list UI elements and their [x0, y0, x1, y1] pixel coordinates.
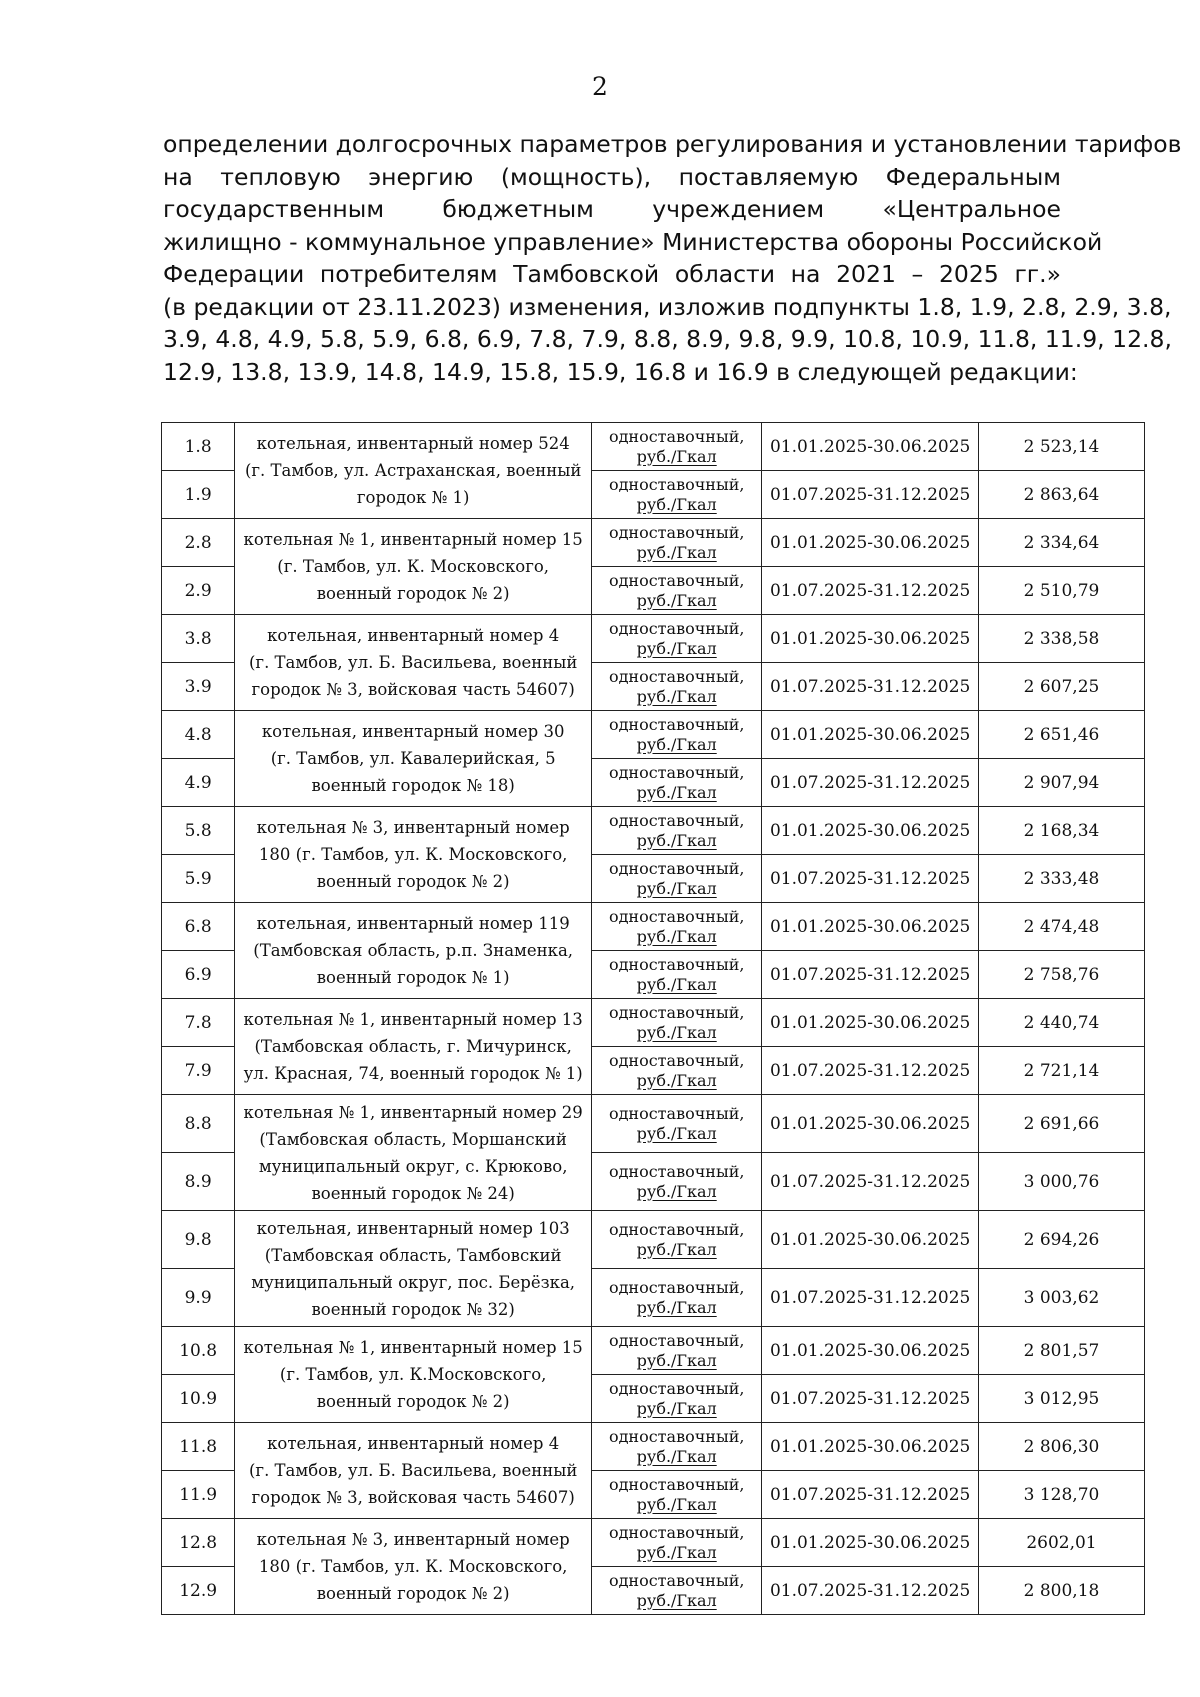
item-number: 6.8 [162, 903, 235, 951]
tariff-type: одноставочный, [608, 810, 745, 830]
tariff-value: 2 474,48 [978, 903, 1144, 951]
boiler-description-line: военный городок № 18) [311, 776, 515, 795]
tariff-unit-label: руб./Гкал [636, 1022, 717, 1042]
tariff-type: одноставочный, [608, 714, 745, 734]
tariff-period: 01.01.2025-30.06.2025 [762, 1519, 979, 1567]
tariff-unit [592, 1047, 762, 1095]
tariff-unit [592, 903, 762, 951]
tariff-unit [592, 567, 762, 615]
tariff-value: 2 333,48 [978, 855, 1144, 903]
boiler-description-line: (г. Тамбов, ул. Кавалерийская, 5 [270, 749, 556, 768]
item-number: 11.8 [162, 1423, 235, 1471]
boiler-description [235, 1095, 592, 1211]
tariff-table [161, 422, 1145, 1615]
intro-line: определении долгосрочных параметров регулирования и установлении тарифов [163, 130, 1182, 158]
boiler-description-line: (г. Тамбов, ул. Б. Васильева, военный [248, 1461, 578, 1480]
boiler-description-line: (г. Тамбов, ул. Б. Васильева, военный [248, 653, 578, 672]
tariff-unit-label: руб./Гкал [636, 1542, 717, 1562]
tariff-type: одноставочный, [608, 570, 745, 590]
boiler-description-line: (Тамбовская область, г. Мичуринск, [254, 1037, 572, 1056]
tariff-unit-label: руб./Гкал [636, 1297, 717, 1317]
boiler-description [235, 999, 592, 1095]
tariff-type: одноставочный, [608, 1522, 745, 1542]
boiler-description-line: ул. Красная, 74, военный городок № 1) [243, 1064, 583, 1083]
tariff-period: 01.07.2025-31.12.2025 [762, 1047, 979, 1095]
intro-paragraph [163, 128, 1182, 388]
boiler-description-line: военный городок № 2) [316, 1584, 510, 1603]
boiler-description-line: котельная, инвентарный номер 119 [256, 914, 570, 933]
tariff-period: 01.01.2025-30.06.2025 [762, 999, 979, 1047]
tariff-type: одноставочный, [608, 474, 745, 494]
table-row [162, 1519, 1145, 1567]
table-row [162, 423, 1145, 471]
tariff-unit-label: руб./Гкал [636, 782, 717, 802]
boiler-description-line: военный городок № 24) [311, 1183, 515, 1203]
tariff-unit [592, 759, 762, 807]
tariff-period: 01.01.2025-30.06.2025 [762, 903, 979, 951]
tariff-unit [592, 1375, 762, 1423]
boiler-description-line: (Тамбовская область, р.п. Знаменка, [253, 941, 574, 960]
tariff-value: 3 000,76 [978, 1153, 1144, 1211]
tariff-value: 2 721,14 [978, 1047, 1144, 1095]
tariff-value: 2 691,66 [978, 1095, 1144, 1153]
item-number: 6.9 [162, 951, 235, 999]
intro-line: 12.9, 13.8, 13.9, 14.8, 14.9, 15.8, 15.9, 16.8 и 16.9 в следующей редакции: [163, 357, 1078, 386]
table-row [162, 1095, 1145, 1153]
table-row [162, 1423, 1145, 1471]
tariff-unit-label: руб./Гкал [636, 878, 717, 898]
tariff-value: 2 440,74 [978, 999, 1144, 1047]
tariff-unit-label: руб./Гкал [636, 830, 717, 850]
tariff-unit-label: руб./Гкал [636, 542, 717, 562]
item-number: 3.8 [162, 615, 235, 663]
tariff-period: 01.07.2025-31.12.2025 [762, 1375, 979, 1423]
tariff-value: 2 334,64 [978, 519, 1144, 567]
tariff-period: 01.01.2025-30.06.2025 [762, 1327, 979, 1375]
boiler-description [235, 1423, 592, 1519]
tariff-period: 01.01.2025-30.06.2025 [762, 711, 979, 759]
tariff-unit-label: руб./Гкал [636, 686, 717, 706]
tariff-value: 2 863,64 [978, 471, 1144, 519]
tariff-unit [592, 1153, 762, 1211]
tariff-unit [592, 1471, 762, 1519]
table-row [162, 615, 1145, 663]
intro-line: (в редакции от 23.11.2023) изменения, изложив подпункты 1.8, 1.9, 2.8, 2.9, 3.8, [163, 292, 1172, 321]
tariff-unit [592, 615, 762, 663]
tariff-type: одноставочный, [608, 1330, 745, 1350]
tariff-unit [592, 519, 762, 567]
tariff-value: 2 168,34 [978, 807, 1144, 855]
boiler-description [235, 903, 592, 999]
boiler-description-line: городок № 1) [356, 488, 470, 507]
table-row [162, 1211, 1145, 1269]
item-number: 12.8 [162, 1519, 235, 1567]
boiler-description [235, 423, 592, 519]
tariff-unit-label: руб./Гкал [636, 926, 717, 946]
tariff-unit-label: руб./Гкал [636, 1181, 717, 1201]
intro-line: жилищно - коммунальное управление» Министерства обороны Российской [163, 227, 1103, 256]
item-number: 8.8 [162, 1095, 235, 1153]
tariff-period: 01.01.2025-30.06.2025 [762, 1423, 979, 1471]
tariff-type: одноставочный, [608, 1277, 745, 1297]
tariff-value: 2 607,25 [978, 663, 1144, 711]
tariff-period: 01.07.2025-31.12.2025 [762, 1153, 979, 1211]
item-number: 4.9 [162, 759, 235, 807]
item-number: 8.9 [162, 1153, 235, 1211]
tariff-period: 01.01.2025-30.06.2025 [762, 519, 979, 567]
boiler-description-line: котельная № 3, инвентарный номер [256, 1530, 570, 1549]
item-number: 1.9 [162, 471, 235, 519]
intro-line: 3.9, 4.8, 4.9, 5.8, 5.9, 6.8, 6.9, 7.8, 7.9, 8.8, 8.9, 9.8, 9.9, 10.8, 10.9, 11.8, 11.9, 12.8, [163, 325, 1172, 353]
tariff-period: 01.07.2025-31.12.2025 [762, 567, 979, 615]
item-number: 9.9 [162, 1269, 235, 1327]
tariff-value: 2 651,46 [978, 711, 1144, 759]
boiler-description [235, 1519, 592, 1615]
tariff-period: 01.07.2025-31.12.2025 [762, 855, 979, 903]
boiler-description-line: военный городок № 2) [316, 1392, 510, 1411]
tariff-type: одноставочный, [608, 426, 745, 446]
tariff-unit [592, 1519, 762, 1567]
boiler-description-line: (г. Тамбов, ул. Астраханская, военный [244, 461, 582, 480]
tariff-type: одноставочный, [608, 1050, 745, 1070]
tariff-unit [592, 1327, 762, 1375]
boiler-description [235, 807, 592, 903]
table-row [162, 519, 1145, 567]
item-number: 1.8 [162, 423, 235, 471]
item-number: 10.9 [162, 1375, 235, 1423]
tariff-value: 2 758,76 [978, 951, 1144, 999]
tariff-unit-label: руб./Гкал [636, 1446, 717, 1466]
boiler-description-line: котельная, инвентарный номер 103 [256, 1218, 570, 1238]
tariff-unit-label: руб./Гкал [636, 1123, 717, 1143]
tariff-unit [592, 1269, 762, 1327]
boiler-description [235, 1327, 592, 1423]
table-row [162, 903, 1145, 951]
boiler-description-line: (г. Тамбов, ул. К. Московского, [277, 557, 550, 576]
tariff-unit-label: руб./Гкал [636, 494, 717, 514]
tariff-unit [592, 471, 762, 519]
tariff-value: 3 012,95 [978, 1375, 1144, 1423]
boiler-description [235, 1211, 592, 1327]
boiler-description-line: городок № 3, войсковая часть 54607) [251, 680, 575, 699]
tariff-value: 3 128,70 [978, 1471, 1144, 1519]
tariff-period: 01.07.2025-31.12.2025 [762, 1567, 979, 1615]
tariff-unit-label: руб./Гкал [636, 590, 717, 610]
tariff-unit [592, 1095, 762, 1153]
tariff-unit [592, 855, 762, 903]
tariff-unit [592, 1211, 762, 1269]
boiler-description-line: котельная, инвентарный номер 524 [256, 434, 570, 453]
tariff-unit-label: руб./Гкал [636, 638, 717, 658]
boiler-description [235, 519, 592, 615]
boiler-description-line: котельная № 1, инвентарный номер 15 [243, 530, 583, 549]
item-number: 5.9 [162, 855, 235, 903]
tariff-value: 2602,01 [978, 1519, 1144, 1567]
tariff-period: 01.01.2025-30.06.2025 [762, 615, 979, 663]
tariff-unit [592, 1423, 762, 1471]
boiler-description [235, 615, 592, 711]
tariff-type: одноставочный, [608, 522, 745, 542]
boiler-description-line: котельная, инвентарный номер 30 [261, 722, 565, 741]
tariff-type: одноставочный, [608, 1426, 745, 1446]
page-number: 2 [592, 72, 608, 101]
tariff-unit [592, 807, 762, 855]
tariff-period: 01.01.2025-30.06.2025 [762, 1211, 979, 1269]
tariff-period: 01.07.2025-31.12.2025 [762, 1269, 979, 1327]
tariff-period: 01.07.2025-31.12.2025 [762, 471, 979, 519]
boiler-description-line: 180 (г. Тамбов, ул. К. Московского, [258, 845, 568, 864]
tariff-unit [592, 999, 762, 1047]
tariff-value: 2 800,18 [978, 1567, 1144, 1615]
tariff-period: 01.01.2025-30.06.2025 [762, 423, 979, 471]
boiler-description-line: муниципальный округ, пос. Берёзка, [251, 1272, 576, 1292]
tariff-type: одноставочный, [608, 1161, 745, 1181]
item-number: 11.9 [162, 1471, 235, 1519]
tariff-unit [592, 423, 762, 471]
boiler-description-line: котельная, инвентарный номер 4 [267, 626, 560, 645]
boiler-description-line: военный городок № 2) [316, 584, 510, 603]
tariff-value: 2 907,94 [978, 759, 1144, 807]
tariff-value: 2 806,30 [978, 1423, 1144, 1471]
boiler-description-line: городок № 3, войсковая часть 54607) [251, 1488, 575, 1507]
tariff-unit-label: руб./Гкал [636, 974, 717, 994]
tariff-type: одноставочный, [608, 1474, 745, 1494]
tariff-table-body [162, 423, 1145, 1615]
tariff-type: одноставочный, [608, 1002, 745, 1022]
tariff-value: 2 801,57 [978, 1327, 1144, 1375]
tariff-unit-label: руб./Гкал [636, 1590, 717, 1610]
tariff-period: 01.01.2025-30.06.2025 [762, 807, 979, 855]
tariff-value: 2 338,58 [978, 615, 1144, 663]
tariff-unit [592, 711, 762, 759]
boiler-description-line: котельная № 1, инвентарный номер 13 [243, 1010, 583, 1029]
tariff-type: одноставочный, [608, 666, 745, 686]
tariff-unit-label: руб./Гкал [636, 446, 717, 466]
tariff-value: 2 510,79 [978, 567, 1144, 615]
boiler-description-line: (Тамбовская область, Моршанский [259, 1129, 567, 1149]
tariff-unit [592, 663, 762, 711]
boiler-description-line: котельная № 3, инвентарный номер [256, 818, 570, 837]
tariff-period: 01.07.2025-31.12.2025 [762, 1471, 979, 1519]
boiler-description-line: 180 (г. Тамбов, ул. К. Московского, [258, 1557, 568, 1576]
tariff-unit-label: руб./Гкал [636, 1239, 717, 1259]
tariff-period: 01.07.2025-31.12.2025 [762, 663, 979, 711]
tariff-type: одноставочный, [608, 762, 745, 782]
item-number: 3.9 [162, 663, 235, 711]
boiler-description-line: военный городок № 1) [316, 968, 510, 987]
boiler-description-line: военный городок № 32) [311, 1299, 515, 1319]
tariff-unit [592, 951, 762, 999]
tariff-type: одноставочный, [608, 618, 745, 638]
item-number: 2.8 [162, 519, 235, 567]
item-number: 7.8 [162, 999, 235, 1047]
tariff-type: одноставочный, [608, 1219, 745, 1239]
tariff-type: одноставочный, [608, 1103, 745, 1123]
boiler-description-line: котельная № 1, инвентарный номер 15 [243, 1338, 583, 1357]
tariff-unit-label: руб./Гкал [636, 1350, 717, 1370]
boiler-description-line: военный городок № 2) [316, 872, 510, 891]
tariff-period: 01.07.2025-31.12.2025 [762, 759, 979, 807]
tariff-type: одноставочный, [608, 954, 745, 974]
tariff-unit-label: руб./Гкал [636, 1070, 717, 1090]
intro-line: Федерации потребителям Тамбовской области на 2021 – 2025 гг.» [163, 260, 1061, 288]
item-number: 2.9 [162, 567, 235, 615]
intro-line: государственным бюджетным учреждением «Центральное [163, 195, 1061, 223]
tariff-value: 3 003,62 [978, 1269, 1144, 1327]
tariff-type: одноставочный, [608, 858, 745, 878]
item-number: 5.8 [162, 807, 235, 855]
tariff-value: 2 694,26 [978, 1211, 1144, 1269]
item-number: 10.8 [162, 1327, 235, 1375]
table-row [162, 1327, 1145, 1375]
tariff-value: 2 523,14 [978, 423, 1144, 471]
tariff-period: 01.01.2025-30.06.2025 [762, 1095, 979, 1153]
tariff-unit-label: руб./Гкал [636, 1494, 717, 1514]
table-row [162, 711, 1145, 759]
tariff-unit-label: руб./Гкал [636, 1398, 717, 1418]
boiler-description-line: муниципальный округ, с. Крюково, [258, 1156, 568, 1176]
tariff-type: одноставочный, [608, 1570, 745, 1590]
tariff-type: одноставочный, [608, 906, 745, 926]
item-number: 9.8 [162, 1211, 235, 1269]
tariff-period: 01.07.2025-31.12.2025 [762, 951, 979, 999]
tariff-unit-label: руб./Гкал [636, 734, 717, 754]
item-number: 4.8 [162, 711, 235, 759]
tariff-unit [592, 1567, 762, 1615]
tariff-type: одноставочный, [608, 1378, 745, 1398]
boiler-description-line: (г. Тамбов, ул. К.Московского, [279, 1365, 547, 1384]
boiler-description-line: (Тамбовская область, Тамбовский [264, 1245, 562, 1265]
boiler-description-line: котельная № 1, инвентарный номер 29 [243, 1102, 583, 1122]
table-row [162, 807, 1145, 855]
boiler-description [235, 711, 592, 807]
item-number: 7.9 [162, 1047, 235, 1095]
item-number: 12.9 [162, 1567, 235, 1615]
boiler-description-line: котельная, инвентарный номер 4 [267, 1434, 560, 1453]
intro-line: на тепловую энергию (мощность), поставляемую Федеральным [163, 162, 1061, 191]
table-row [162, 999, 1145, 1047]
